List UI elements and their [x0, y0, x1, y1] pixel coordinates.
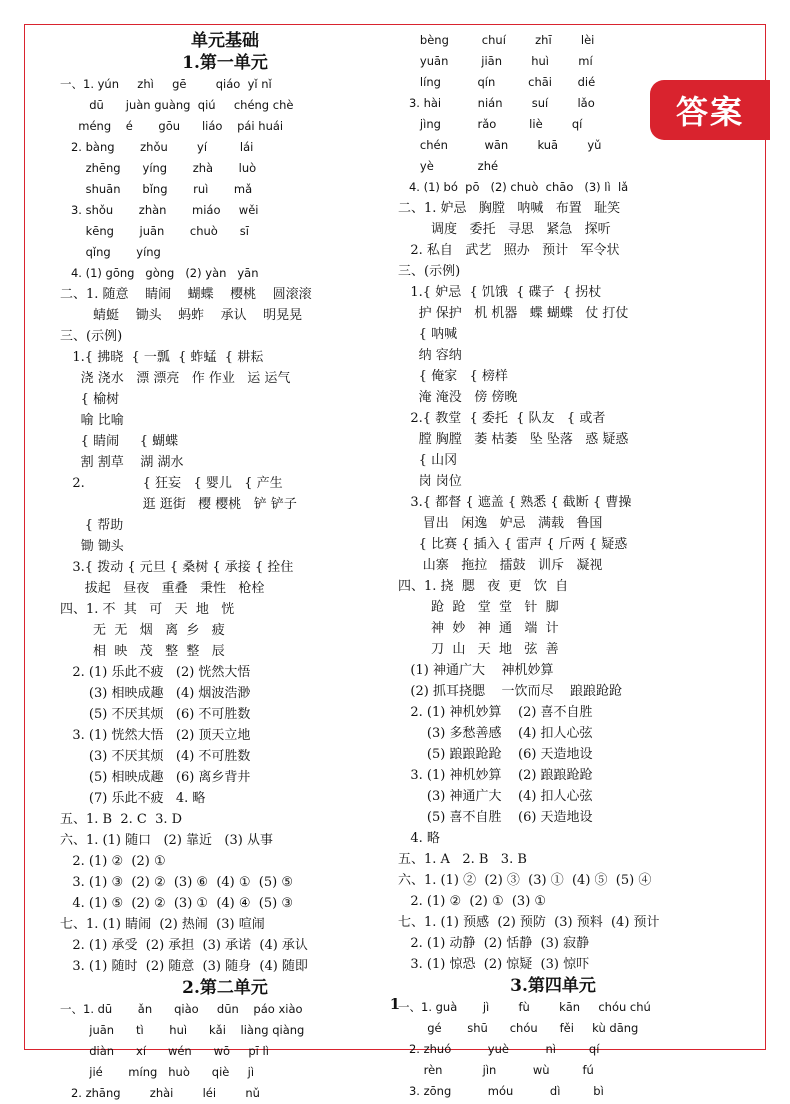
answer-line: 4. (1) gōng gòng (2) yàn yān	[60, 266, 259, 280]
answer-line: 2. bàng zhǒu yí lái	[60, 140, 254, 154]
answer-line: yuān jiān huì mí	[398, 54, 593, 68]
answer-line: 浇 浇水 漂 漂亮 作 作业 运 运气	[60, 371, 291, 386]
answer-line: 五、1. B 2. C 3. D	[60, 812, 183, 827]
answer-line: 蜻蜓 锄头 蚂蚱 承认 明晃晃	[60, 308, 303, 323]
answer-line: qǐng yíng	[60, 245, 161, 259]
answer-line: 冒出 闲逸 妒忌 满载 鲁国	[398, 516, 603, 531]
answer-badge: 答案	[650, 80, 770, 140]
answer-line: { 比赛 { 插入 { 雷声 { 斤两 { 疑惑	[398, 537, 628, 552]
answer-line: diàn xí wén wō pī lì	[60, 1044, 269, 1058]
answer-line: dū juàn guàng qiú chéng chè	[60, 98, 294, 112]
answer-line: 3. shǒu zhàn miáo wěi	[60, 203, 259, 217]
unit2-heading: 2.第二单元	[182, 978, 268, 998]
answer-line: 无 无 烟 离 乡 疲	[60, 623, 225, 638]
answer-line: 2. (1) 承受 (2) 承担 (3) 承诺 (4) 承认	[60, 938, 308, 953]
answer-line: 4. (1) bó pō (2) chuò chāo (3) lì lǎ	[398, 180, 629, 194]
answer-line: 拔起 昼夜 重叠 秉性 枪栓	[60, 581, 265, 596]
answer-line: 四、1. 挠 腮 夜 更 饮 自	[398, 579, 569, 594]
answer-line: 3. (1) 神机妙算 (2) 踉踉跄跄	[398, 768, 593, 783]
answer-line: 2. (1) 神机妙算 (2) 喜不自胜	[398, 705, 593, 720]
answer-line: 3.{ 拨动 { 元旦 { 桑树 { 承接 { 拴住	[60, 560, 294, 575]
answer-line: (3) 相映成趣 (4) 烟波浩渺	[60, 686, 251, 701]
answer-line: (5) 相映成趣 (6) 离乡背井	[60, 770, 251, 785]
answer-line: (2) 抓耳挠腮 一饮而尽 踉踉跄跄	[398, 684, 623, 699]
answer-line: 割 割草 湖 湖水	[60, 455, 184, 470]
answer-line: 神 妙 神 通 端 计	[398, 621, 559, 636]
answer-line: shuān bǐng ruì mǎ	[60, 182, 253, 196]
answer-line: (5) 喜不自胜 (6) 天造地设	[398, 810, 593, 825]
answer-line: 锄 锄头	[60, 539, 124, 554]
answer-line: (3) 不厌其烦 (4) 不可胜数	[60, 749, 251, 764]
answer-line: 山寨 拖拉 擂鼓 训斥 凝视	[398, 558, 603, 573]
answer-line: 2. (1) ② (2) ①	[60, 854, 166, 869]
page-number: 1	[389, 995, 401, 1013]
answer-line: 三、(示例)	[398, 264, 461, 279]
answer-line: 4. (1) ⑤ (2) ② (3) ① (4) ④ (5) ③	[60, 896, 293, 911]
answer-line: rèn jìn wù fú	[398, 1063, 594, 1077]
answer-line: 岗 岗位	[398, 474, 462, 489]
answer-line: { 山冈	[398, 453, 458, 468]
answer-line: líng qín chāi dié	[398, 75, 596, 89]
answer-line: 喻 比喻	[60, 413, 124, 428]
answer-line: 膛 胸膛 萎 枯萎 坠 坠落 惑 疑惑	[398, 432, 629, 447]
answer-line: jìng rǎo liè qí	[398, 117, 583, 131]
unit3-heading: 3.第四单元	[510, 976, 596, 996]
answer-line: { 呐喊	[398, 327, 458, 342]
answer-line: 3. (1) 恍然大悟 (2) 顶天立地	[60, 728, 251, 743]
left-answers	[60, 74, 390, 977]
unit1-heading: 1.第一单元	[182, 53, 268, 73]
answer-line: 2. (1) 乐此不疲 (2) 恍然大悟	[60, 665, 251, 680]
answer-line: 三、(示例)	[60, 329, 123, 344]
answer-line: 二、1. 随意 睛闹 蝴蝶 樱桃 圆滚滚	[60, 287, 312, 302]
answer-line: 相 映 茂 整 整 辰	[60, 644, 225, 659]
answer-line: { 榆树	[60, 392, 120, 407]
answer-line: 3.{ 都督 { 遮盖 { 熟悉 { 截断 { 曹操	[398, 495, 632, 510]
answer-line: jié míng huò qiè jì	[60, 1065, 255, 1079]
answer-line: 刀 山 天 地 弦 善	[398, 642, 559, 657]
left-column	[60, 30, 390, 1104]
answer-line: 五、1. A 2. B 3. B	[398, 852, 527, 867]
answer-line: (5) 不厌其烦 (6) 不可胜数	[60, 707, 251, 722]
answer-line: (3) 神通广大 (4) 扣人心弦	[398, 789, 593, 804]
answer-line: kēng juān chuò sī	[60, 224, 249, 238]
answer-line: 二、1. 妒忌 胸膛 呐喊 布置 耻笑	[398, 201, 621, 216]
answer-line: 3. (1) 惊恐 (2) 惊疑 (3) 惊吓	[398, 957, 590, 972]
answer-line: 四、1. 不 其 可 天 地 恍	[60, 602, 235, 617]
answer-line: 一、1. yún zhì gē qiáo yǐ nǐ	[60, 77, 272, 91]
answer-line: 1.{ 妒忌 { 饥饿 { 碟子 { 拐杖	[398, 285, 602, 300]
right-column	[398, 30, 708, 1102]
answer-line: juān tì huì kǎi liàng qiàng	[60, 1023, 305, 1037]
page-title: 单元基础	[191, 31, 259, 51]
answer-line: gé shū chóu fěi kù dāng	[398, 1021, 639, 1035]
answer-line: 2. (1) 动静 (2) 恬静 (3) 寂静	[398, 936, 590, 951]
answer-line: 2. { 狂妄 { 婴儿 { 产生	[60, 476, 283, 491]
answer-line: 一、1. guà jì fù kān chóu chú	[398, 1000, 651, 1014]
answer-line: 2.{ 教堂 { 委托 { 队友 { 或者	[398, 411, 606, 426]
answer-line: 六、1. (1) 随口 (2) 靠近 (3) 从事	[60, 833, 273, 848]
answer-line: 七、1. (1) 睛闹 (2) 热闹 (3) 喧闹	[60, 917, 265, 932]
answer-line: 3. (1) ③ (2) ② (3) ⑥ (4) ① (5) ⑤	[60, 875, 293, 890]
answer-line: yè zhé	[398, 159, 499, 173]
answer-line: 2. 私自 武艺 照办 预计 军令状	[398, 243, 620, 258]
answer-line: 2. zhāng zhài léi nǔ	[60, 1086, 260, 1100]
answer-line: 护 保护 机 机器 蝶 蝴蝶 仗 打仗	[398, 306, 629, 321]
answer-line: méng é gōu liáo pái huái	[60, 119, 284, 133]
answer-line: (1) 神通广大 神机妙算	[398, 663, 554, 678]
answer-line: (3) 多愁善感 (4) 扣人心弦	[398, 726, 593, 741]
left-unit2-answers	[60, 999, 390, 1104]
answer-line: chén wān kuā yǔ	[398, 138, 602, 152]
answer-line: { 帮助	[60, 518, 124, 533]
answer-line: 1.{ 拂晓 { 一瓢 { 蚱蜢 { 耕耘	[60, 350, 264, 365]
answer-line: { 俺家 { 榜样	[398, 369, 508, 384]
answer-line: (7) 乐此不疲 4. 略	[60, 791, 206, 806]
answer-line: 2. zhuó yuè nì qí	[398, 1042, 600, 1056]
answer-line: 淹 淹没 傍 傍晚	[398, 390, 518, 405]
answer-line: 逛 逛街 樱 樱桃 铲 铲子	[60, 497, 297, 512]
answer-line: 纳 容纳	[398, 348, 462, 363]
answer-line: { 睛闹 { 蝴蝶	[60, 434, 179, 449]
answer-line: 七、1. (1) 预感 (2) 预防 (3) 预料 (4) 预计	[398, 915, 660, 930]
answer-line: 一、1. dū ǎn qiào dūn páo xiào	[60, 1002, 303, 1016]
answer-line: 2. (1) ② (2) ① (3) ①	[398, 894, 547, 909]
answer-line: 跄 跄 堂 堂 针 脚	[398, 600, 559, 615]
answer-line: (5) 踉踉跄跄 (6) 天造地设	[398, 747, 593, 762]
right-answers	[398, 30, 708, 975]
answer-line: 3. (1) 随时 (2) 随意 (3) 随身 (4) 随即	[60, 959, 308, 974]
answer-line: 六、1. (1) ② (2) ③ (3) ① (4) ⑤ (5) ④	[398, 873, 652, 888]
answer-line: 4. 略	[398, 831, 440, 846]
answer-line: zhēng yíng zhà luò	[60, 161, 257, 175]
answer-line: bèng chuí zhī lèi	[398, 33, 595, 47]
answer-line: 3. hài nián suí lǎo	[398, 96, 595, 110]
answer-line: 3. zōng móu dì bì	[398, 1084, 604, 1098]
answer-line: 调度 委托 寻思 紧急 探听	[398, 222, 611, 237]
